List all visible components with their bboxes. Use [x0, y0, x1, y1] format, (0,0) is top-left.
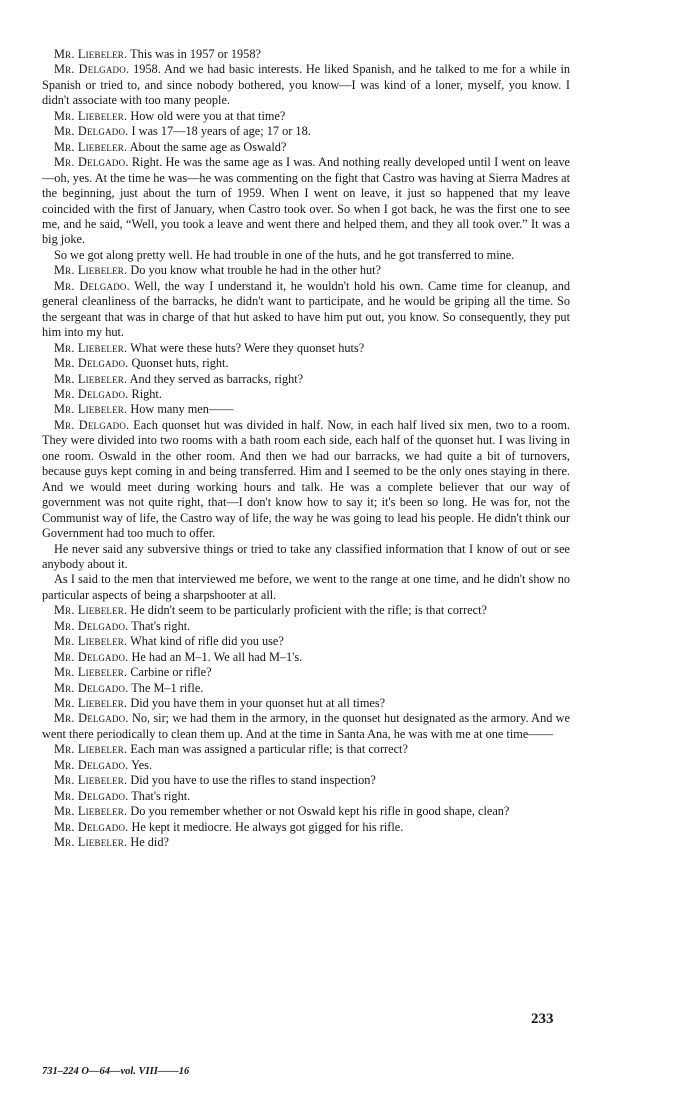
testimony-paragraph	[42, 155, 570, 248]
paragraph-text: He didn't seem to be particularly proficient with the rifle; is that correct?	[130, 603, 487, 618]
paragraph-text: So we got along pretty well. He had trouble in one of the huts, and he got transferred to mine.	[54, 247, 515, 262]
speaker-name: Mr. Delgado.	[54, 618, 129, 633]
speaker-name: Mr. Delgado.	[54, 819, 129, 834]
paragraph-text: And they served as barracks, right?	[129, 371, 304, 386]
paragraph-text: 1958. And we had basic interests. He liked Spanish, and he talked to me for a while in Spanish or tried to, and since nobody bothered, you know—I was kind of a loner, myself, you know. I didn't associate with too many people.	[42, 62, 571, 108]
page-number: 233	[531, 1011, 554, 1027]
paragraph-text: No, sir; we had them in the armory, in the quonset hut designated as the armory. And we went there periodically to clean them up. And at the time in Santa Ana, he was with me at one time——	[42, 711, 571, 741]
speaker-name: Mr. Liebeler.	[54, 139, 128, 154]
speaker-name: Mr. Liebeler.	[54, 665, 128, 680]
testimony-paragraph	[42, 140, 570, 155]
paragraph-text: As I said to the men that interviewed me before, we went to the range at one time, and he didn't show no particular aspects of being a sharpshooter at all.	[42, 572, 570, 602]
paragraph-text: He never said any subversive things or tried to take any classified information that I know of out or see anybody about it.	[42, 541, 570, 571]
speaker-name: Mr. Delgado.	[54, 680, 129, 695]
testimony-paragraph	[42, 681, 570, 696]
speaker-name: Mr. Liebeler.	[54, 263, 128, 278]
testimony-paragraph	[42, 742, 570, 757]
testimony-paragraph	[42, 711, 570, 742]
testimony-paragraph	[42, 835, 570, 850]
testimony-paragraph	[42, 418, 570, 542]
speaker-name: Mr. Delgado.	[54, 62, 130, 77]
paragraph-text: Right.	[131, 386, 162, 401]
paragraph-text: What kind of rifle did you use?	[130, 634, 284, 649]
paragraph-text: That's right.	[131, 618, 191, 633]
speaker-name: Mr. Liebeler.	[54, 603, 128, 618]
testimony-paragraph	[42, 789, 570, 804]
testimony-paragraph	[42, 820, 570, 835]
paragraph-text: About the same age as Oswald?	[129, 139, 287, 154]
testimony-paragraph	[42, 634, 570, 649]
paragraph-text: How many men——	[130, 402, 234, 417]
testimony-paragraph	[42, 758, 570, 773]
testimony-paragraph	[42, 248, 570, 263]
testimony-paragraph	[42, 124, 570, 139]
speaker-name: Mr. Liebeler.	[54, 742, 128, 757]
speaker-name: Mr. Liebeler.	[54, 402, 128, 417]
paragraph-text: Yes.	[131, 757, 153, 772]
speaker-name: Mr. Liebeler.	[54, 835, 128, 850]
paragraph-text: He had an M–1. We all had M–1's.	[131, 649, 303, 664]
testimony-paragraph	[42, 47, 570, 62]
paragraph-text: What were these huts? Were they quonset huts?	[130, 340, 365, 355]
speaker-name: Mr. Delgado.	[54, 757, 129, 772]
paragraph-text: Did you have to use the rifles to stand inspection?	[130, 773, 376, 788]
speaker-name: Mr. Liebeler.	[54, 773, 128, 788]
paragraph-text: That's right.	[131, 788, 191, 803]
testimony-paragraph	[42, 773, 570, 788]
speaker-name: Mr. Delgado.	[54, 155, 129, 170]
speaker-name: Mr. Delgado.	[54, 711, 129, 726]
speaker-name: Mr. Delgado.	[54, 356, 129, 371]
paragraph-text: Quonset huts, right.	[131, 356, 229, 371]
speaker-name: Mr. Delgado.	[54, 124, 129, 139]
testimony-paragraph	[42, 650, 570, 665]
testimony-paragraph	[42, 109, 570, 124]
speaker-name: Mr. Liebeler.	[54, 804, 128, 819]
testimony-paragraph	[42, 279, 570, 341]
testimony-paragraph	[42, 542, 570, 573]
testimony-paragraph	[42, 356, 570, 371]
paragraph-text: He kept it mediocre. He always got gigged for his rifle.	[131, 819, 404, 834]
testimony-page	[42, 47, 570, 851]
testimony-paragraph	[42, 603, 570, 618]
paragraph-text: This was in 1957 or 1958?	[130, 47, 261, 61]
paragraph-text: Did you have them in your quonset hut at all times?	[130, 696, 386, 711]
speaker-name: Mr. Liebeler.	[54, 371, 128, 386]
testimony-paragraph	[42, 572, 570, 603]
speaker-name: Mr. Delgado.	[54, 417, 130, 432]
testimony-paragraph	[42, 696, 570, 711]
speaker-name: Mr. Delgado.	[54, 386, 129, 401]
print-footer: 731–224 O—64—vol. VIII——16	[42, 1066, 190, 1077]
testimony-paragraph	[42, 263, 570, 278]
paragraph-text: Do you remember whether or not Oswald kept his rifle in good shape, clean?	[130, 804, 510, 819]
paragraph-text: The M–1 rifle.	[131, 680, 204, 695]
paragraph-text: How old were you at that time?	[130, 108, 286, 123]
testimony-paragraph	[42, 665, 570, 680]
testimony-paragraph	[42, 619, 570, 634]
speaker-name: Mr. Liebeler.	[54, 340, 128, 355]
speaker-name: Mr. Delgado.	[54, 649, 129, 664]
paragraph-text: Do you know what trouble he had in the other hut?	[130, 263, 382, 278]
testimony-paragraph	[42, 402, 570, 417]
paragraph-text: Right. He was the same age as I was. And nothing really developed until I went on leave—oh, yes. At the time he was—he was commenting on the fight that Castro was having at Sierra Madres at the beginning, just about the turn of 1959. When I went on leave, it just so happened that my leave coincided with the first of January, when Castro took over. So when I got back, he was the first one to see me, and he said, “Well, you took a leave and went there and helped them, and they all took over.” It was a big joke.	[42, 155, 571, 247]
paragraph-text: Each quonset hut was divided in half. Now, in each half lived six men, two to a room. They were divided into two rooms with a bath room each side, each half of the quonset hut. I was living in one room. Oswald in the other room. And then we had our barracks, we had quite a bit of turnovers, because guys kept coming in and being transferred. Him and I seemed to be the only ones staying in there. And we would meet during working hours and talk. He was a complete believer that our way of government was not quite right, that—I don't know how to say it; it's been so long. He was for, not the Communist way of life, the Castro way of life, the way he was going to lead his people. He didn't think our Government had too much to offer.	[42, 417, 570, 541]
testimony-paragraph	[42, 387, 570, 402]
speaker-name: Mr. Liebeler.	[54, 696, 128, 711]
testimony-paragraph	[42, 372, 570, 387]
testimony-paragraph	[42, 62, 570, 108]
speaker-name: Mr. Liebeler.	[54, 108, 128, 123]
paragraph-text: Each man was assigned a particular rifle; is that correct?	[130, 742, 408, 757]
paragraph-text: Well, the way I understand it, he wouldn't hold his own. Came time for cleanup, and general cleanliness of the barracks, he didn't want to participate, and he would be griping all the time. So the sergeant that was in charge of that hut asked to have him put out, you know. So consequently, they put him into my hut.	[42, 278, 571, 340]
paragraph-text: I was 17—18 years of age; 17 or 18.	[131, 124, 311, 139]
paragraph-text: He did?	[130, 835, 169, 850]
speaker-name: Mr. Delgado.	[54, 278, 130, 293]
speaker-name: Mr. Liebeler.	[54, 634, 128, 649]
speaker-name: Mr. Liebeler.	[54, 47, 128, 61]
speaker-name: Mr. Delgado.	[54, 788, 129, 803]
testimony-paragraph	[42, 341, 570, 356]
paragraph-text: Carbine or rifle?	[130, 665, 212, 680]
testimony-paragraph	[42, 804, 570, 819]
